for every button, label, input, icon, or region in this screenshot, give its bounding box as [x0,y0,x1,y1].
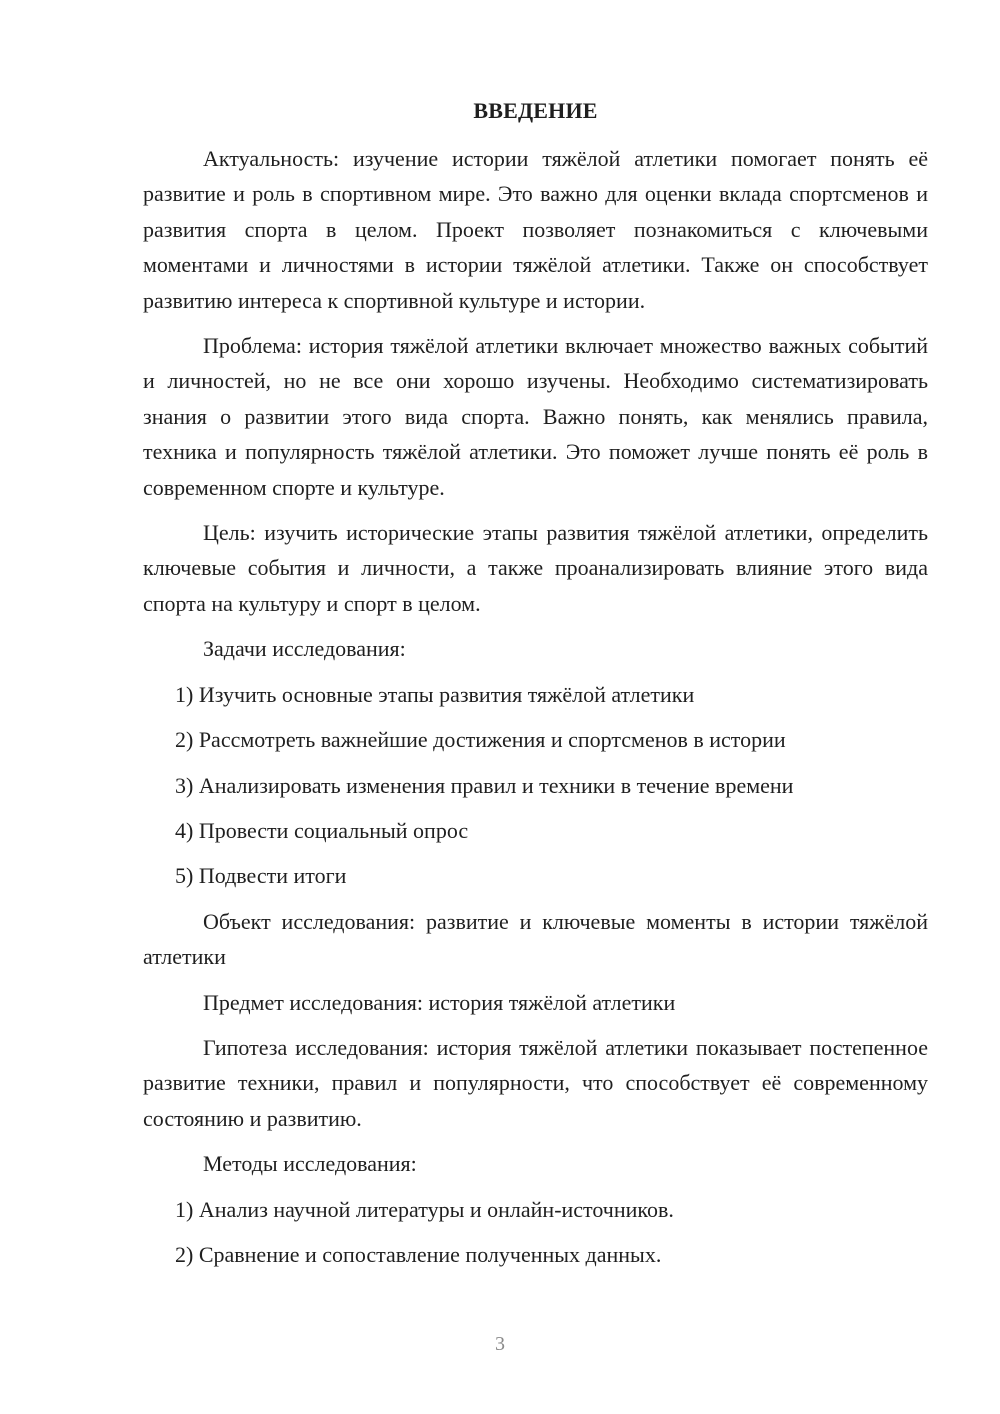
list-item: 1) Анализ научной литературы и онлайн-источников. [175,1196,674,1222]
list-item: 2) Сравнение и сопоставление полученных данных. [175,1241,662,1267]
goal-paragraph: Цель: изучить исторические этапы развития тяжёлой атлетики, определить ключевые события и личности, а также проанализировать влияние этого вида спорта на культуру и спорт в целом. [143,520,928,616]
problem-paragraph: Проблема: история тяжёлой атлетики включает множество важных событий и личностей, но не все они хорошо изучены. Необходимо систематизировать знания о развитии этого вида спорта. Важно понять, как менялись правила, техника и популярность тяжёлой атлетики. Это поможет лучше понять её роль в современном спорте и культуре. [143,333,928,500]
tasks-heading: Задачи исследования: [203,636,406,662]
list-item: 3) Анализировать изменения правил и техники в течение времени [175,772,794,798]
list-item: 2) Рассмотреть важнейшие достижения и спортсменов в истории [175,727,786,753]
tasks-list [143,677,928,894]
page-number: 3 [495,1333,505,1355]
hypothesis-paragraph: Гипотеза исследования: история тяжёлой атлетики показывает постепенное развитие техники, правил и популярности, что способствует её современному состоянию и развитию. [143,1034,928,1131]
list-item: 4) Провести социальный опрос [175,817,469,843]
relevance-paragraph: Актуальность: изучение истории тяжёлой атлетики помогает понять её развитие и роль в спортивном мире. Это важно для оценки вклада спортсменов и развития спорта в целом. Проект позволяет познакомиться с ключевыми моментами и личностями в истории тяжёлой атлетики. Также он способствует развитию интереса к спортивной культуре и истории. [143,146,928,313]
methods-list [143,1192,928,1273]
section-heading: ВВЕДЕНИЕ [473,98,598,123]
list-item: 5) Подвести итоги [175,863,347,889]
subject-paragraph: Предмет исследования: история тяжёлой атлетики [203,989,676,1015]
object-paragraph: Объект исследования: развитие и ключевые моменты в истории тяжёлой атлетики [143,908,928,970]
document-page [143,96,928,1282]
list-item: 1) Изучить основные этапы развития тяжёлой атлетики [175,681,695,707]
methods-heading: Методы исследования: [203,1151,417,1177]
